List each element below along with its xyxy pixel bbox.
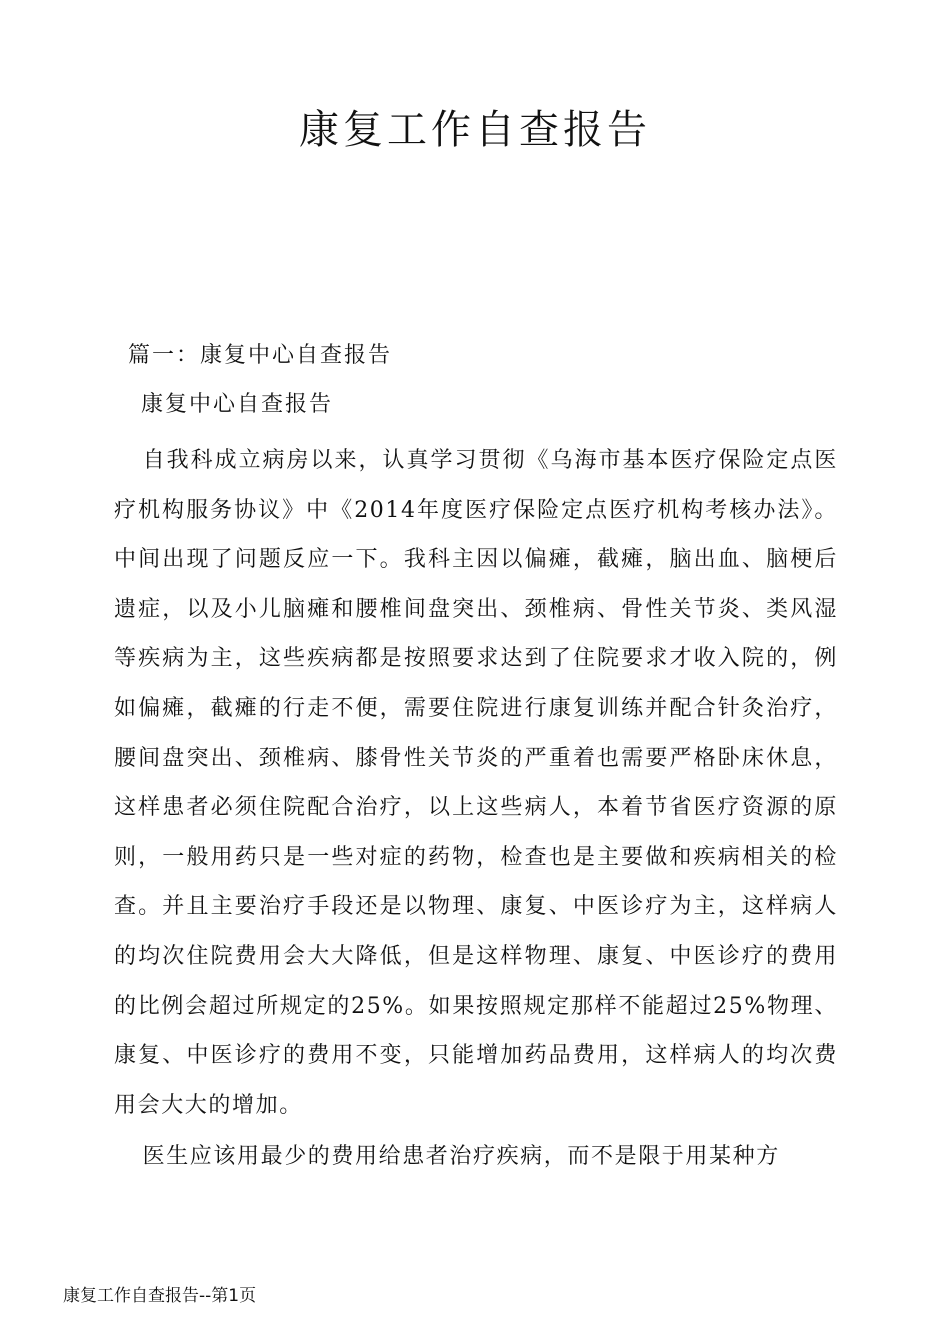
paragraph: 医生应该用最少的费用给患者治疗疾病，而不是限于用某种方 — [142, 1144, 780, 1170]
body-text — [114, 436, 838, 1182]
sub-heading: 康复中心自查报告 — [141, 392, 334, 417]
section-heading: 篇一：康复中心自查报告 — [128, 343, 393, 368]
document-title: 康复工作自查报告 — [299, 107, 651, 153]
page-footer: 康复工作自查报告--第1页 — [63, 1286, 257, 1306]
paragraph: 自我科成立病房以来，认真学习贯彻《乌海市基本医疗保险定点医疗机构服务协议》中《2014年度医疗保险定点医疗机构考核办法》。中间出现了问题反应一下。我科主因以偏瘫，截瘫，脑出血、脑梗后遗症，以及小儿脑瘫和腰椎间盘突出、颈椎病、骨性关节炎、类风湿等疾病为主，这些疾病都是按照要求达到了住院要求才收入院的，例如偏瘫，截瘫的行走不便，需要住院进行康复训练并配合针灸治疗，腰间盘突出、颈椎病、膝骨性关节炎的严重着也需要严格卧床休息，这样患者必须住院配合治疗，以上这些病人，本着节省医疗资源的原则，一般用药只是一些对症的药物，检查也是主要做和疾病相关的检查。并且主要治疗手段还是以物理、康复、中医诊疗为主，这样病人的均次住院费用会大大降低，但是这样物理、康复、中医诊疗的费用的比例会超过所规定的25%。如果按照规定那样不能超过25%物理、康复、中医诊疗的费用不变，只能增加药品费用，这样病人的均次费用会大大的增加。 — [114, 448, 838, 1118]
